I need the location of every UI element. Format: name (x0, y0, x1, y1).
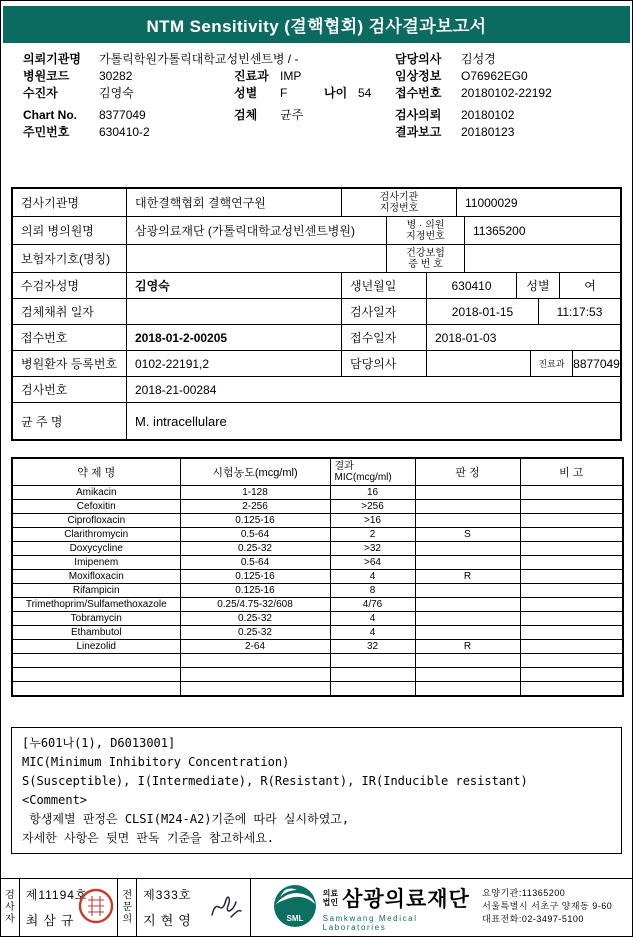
strain-label: 균 주 명 (21, 414, 63, 429)
col-header-drug-name: 약 제 명 (12, 458, 180, 486)
sml-logo-text: SML (286, 914, 304, 923)
specialist-role-box (118, 879, 137, 936)
insurance-cert-value (464, 245, 620, 272)
drug-row (12, 556, 623, 570)
header-info-right (395, 50, 552, 140)
drug-mic: 4/76 (330, 598, 415, 612)
drug-table-body (12, 486, 623, 697)
specialist-signature-icon (208, 891, 244, 926)
footer (1, 878, 632, 936)
org-name-block (323, 883, 482, 932)
examiner-role-label: 검사자 (5, 889, 15, 925)
drug-table-header-row (12, 458, 623, 486)
drug-note (520, 570, 623, 584)
table-dept-label: 진료과 (530, 351, 572, 376)
test-request-date-value: 20180102 (461, 107, 515, 122)
lab-no-label (341, 189, 456, 216)
resident-no-value: 630410-2 (99, 124, 150, 139)
specimen-value: 균주 (280, 108, 304, 122)
drug-mic: >256 (330, 500, 415, 514)
drug-note (520, 584, 623, 598)
drug-note (520, 626, 623, 640)
department-label: 진료과 (234, 69, 269, 83)
drug-name: Linezolid (12, 640, 180, 654)
drug-test-range: 0.5-64 (180, 528, 330, 542)
receipt-date-label: 접수일자 (341, 325, 426, 350)
clinical-info-value: O76962EG0 (461, 68, 528, 83)
drug-note (520, 682, 623, 697)
report-info-table (11, 187, 622, 441)
comment-legend-line: S(Susceptible), I(Intermediate), R(Resistant), IR(Inducible resistant) (22, 774, 528, 788)
lab-no-label-line1: 검사기관 (379, 191, 419, 203)
comment-header-line: <Comment> (22, 793, 88, 807)
comment-code-line: [누601나(1), D6013001] (22, 736, 176, 750)
hospital-code-value: 30282 (99, 68, 133, 83)
drug-row (12, 570, 623, 584)
specialist-role-label: 전문의 (122, 889, 133, 925)
hospital-patient-value: 0102-22191,2 (126, 351, 341, 376)
drug-name: Doxycycline (12, 542, 180, 556)
drug-row (12, 542, 623, 556)
chart-no-label: Chart No. (23, 107, 77, 122)
drug-mic (330, 654, 415, 668)
clinic-name-label: 의뢰 병의원명 (21, 224, 94, 238)
chart-no-value: 8377049 (99, 107, 146, 122)
report-title-banner (3, 6, 630, 43)
drug-row (12, 584, 623, 598)
examinee-sex-label: 성별 (516, 273, 559, 298)
strain-row (13, 402, 620, 439)
receipt-date-value: 2018-01-03 (426, 325, 620, 350)
sml-logo-icon (273, 884, 317, 931)
header-info-middle (234, 67, 371, 123)
drug-name: Imipenem (12, 556, 180, 570)
drug-name (12, 668, 180, 682)
drug-note (520, 598, 623, 612)
insurer-value (126, 245, 386, 272)
drug-test-range (180, 682, 330, 697)
table-receipt-no-value: 2018-01-2-00205 (126, 325, 341, 350)
drug-note (520, 640, 623, 654)
drug-test-range: 1-128 (180, 486, 330, 500)
drug-result (415, 682, 520, 697)
test-no-label: 검사번호 (21, 383, 68, 397)
requesting-org-label: 의뢰기관명 (23, 52, 81, 66)
drug-test-range: 0.25-32 (180, 626, 330, 640)
drug-test-range: 0.25-32 (180, 542, 330, 556)
clinical-info-row (395, 67, 552, 84)
drug-result: S (415, 528, 520, 542)
drug-result (415, 626, 520, 640)
table-doctor-label: 담당의사 (341, 351, 426, 376)
drug-mic: >32 (330, 542, 415, 556)
insurer-label: 보험자기호(명칭) (21, 252, 111, 266)
drug-mic: 8 (330, 584, 415, 598)
drug-row (12, 626, 623, 640)
specialist-cert-no: 제333호 (143, 888, 192, 902)
examiner-seal-stamp-icon (78, 888, 114, 927)
header-info (1, 43, 632, 173)
examinee-sex-value: 여 (559, 273, 620, 298)
patient-value: 김영숙 (99, 86, 134, 100)
age-value: 54 (358, 85, 372, 100)
drug-note (520, 668, 623, 682)
table-dept-value: 8877049 (572, 351, 620, 376)
drug-test-range: 0.25-32 (180, 612, 330, 626)
insurer-row (13, 244, 620, 272)
org-name-english: Samkwang Medical Laboratories (322, 914, 418, 932)
drug-note (520, 486, 623, 500)
collection-date-row (13, 298, 620, 324)
drug-row (12, 682, 623, 697)
drug-mic: 4 (330, 626, 415, 640)
drug-note (520, 654, 623, 668)
strain-value: M. intracellulare (126, 403, 620, 439)
drug-result (415, 612, 520, 626)
requesting-org-row (23, 50, 298, 67)
drug-name: Rifampicin (12, 584, 180, 598)
insurance-cert-label (386, 245, 464, 272)
sex-value: F (280, 85, 288, 100)
collection-date-label: 검체채취 일자 (21, 305, 94, 319)
collection-date-value (126, 299, 341, 324)
attending-doctor-row (395, 50, 552, 67)
clinical-info-label: 임상정보 (395, 69, 442, 83)
report-date-label: 결과보고 (395, 125, 442, 139)
drug-note (520, 612, 623, 626)
drug-row (12, 500, 623, 514)
test-date-label: 검사일자 (341, 299, 426, 324)
report-title: NTM Sensitivity (결핵협회) 검사결과보고서 (146, 17, 487, 36)
resident-no-label: 주민번호 (23, 125, 70, 139)
drug-name: Ethambutol (12, 626, 180, 640)
patient-label: 수진자 (23, 86, 58, 100)
comment-text-line2: 자세한 사항은 뒷면 판독 기준을 참고하세요. (22, 831, 275, 845)
drug-row (12, 598, 623, 612)
drug-result (415, 584, 520, 598)
specimen-label: 검체 (234, 108, 258, 122)
requesting-org-value: 가톨릭학원가톨릭대학교성빈센트병 / - (99, 52, 299, 66)
drug-mic: 4 (330, 570, 415, 584)
receipt-no-row (395, 84, 552, 101)
report-date-row (395, 123, 552, 140)
clinic-no-value: 11365200 (464, 217, 620, 244)
department-value: IMP (280, 68, 302, 83)
drug-name: Trimethoprim/Sulfamethoxazole (12, 598, 180, 612)
clinic-name-value: 삼광의료재단 (가톨릭대학교성빈센트병원) (126, 217, 386, 244)
drug-row (12, 486, 623, 500)
report-date-value: 20180123 (461, 124, 515, 139)
insurance-cert-label-line1: 건강보험 (406, 247, 445, 259)
drug-mic (330, 682, 415, 697)
test-request-date-row (395, 106, 552, 123)
clinic-no-label (386, 217, 464, 244)
resident-no-row (23, 123, 298, 140)
org-type-line1: 의료 (322, 889, 339, 898)
drug-test-range (180, 668, 330, 682)
comment-mic-line: MIC(Minimum Inhibitory Concentration) (22, 755, 290, 769)
drug-note (520, 528, 623, 542)
drug-name: Ciprofloxacin (12, 514, 180, 528)
insurance-cert-label-line2: 증 번 호 (408, 258, 443, 270)
col-header-result: 판 정 (415, 458, 520, 486)
drug-note (520, 542, 623, 556)
attending-doctor-value: 김성경 (461, 52, 496, 66)
drug-test-range: 0.125-16 (180, 570, 330, 584)
test-no-row (13, 376, 620, 402)
col-header-mic (330, 458, 415, 486)
drug-result: R (415, 640, 520, 654)
drug-result (415, 514, 520, 528)
drug-note (520, 500, 623, 514)
drug-row (12, 528, 623, 542)
drug-name: Amikacin (12, 486, 180, 500)
receipt-no-label: 접수번호 (395, 86, 442, 100)
specimen-row (234, 106, 371, 123)
drug-test-range: 2-64 (180, 640, 330, 654)
comment-box (11, 727, 622, 854)
sex-age-row (234, 84, 371, 101)
examinee-name-label: 수검자성명 (21, 279, 79, 293)
examiner-name: 최삼규 (25, 913, 79, 928)
col-header-mic-line1: 결과 (334, 461, 354, 472)
drug-note (520, 514, 623, 528)
drug-name: Tobramycin (12, 612, 180, 626)
birth-date-label: 생년월일 (341, 273, 426, 298)
lab-logo-section (251, 879, 482, 936)
drug-mic: >64 (330, 556, 415, 570)
drug-result (415, 486, 520, 500)
drug-name (12, 682, 180, 697)
col-header-mic-line2: MIC(mcg/ml) (334, 472, 392, 483)
receipt-no-value: 20180102-22192 (461, 85, 552, 100)
test-time-value: 11:17:53 (538, 299, 620, 324)
clinic-no-label-line2: 지정번호 (406, 230, 445, 242)
drug-test-range: 2-256 (180, 500, 330, 514)
drug-test-range: 0.5-64 (180, 556, 330, 570)
drug-result: R (415, 570, 520, 584)
test-request-date-label: 검사의뢰 (395, 108, 442, 122)
lab-name-row (13, 189, 620, 216)
drug-mic: 32 (330, 640, 415, 654)
drug-mic: 2 (330, 528, 415, 542)
drug-result (415, 542, 520, 556)
org-type-line2: 법인 (322, 898, 339, 907)
examiner-box (20, 879, 119, 936)
drug-mic: >16 (330, 514, 415, 528)
drug-name: Moxifloxacin (12, 570, 180, 584)
drug-sensitivity-table (11, 457, 624, 697)
lab-phone: 대표전화:02-3497-5100 (482, 914, 584, 924)
examinee-row (13, 272, 620, 298)
birth-date-value: 630410 (426, 273, 516, 298)
clinic-no-label-line1: 병 · 의원 (406, 219, 445, 231)
hospital-code-label: 병원코드 (23, 69, 70, 83)
drug-result (415, 556, 520, 570)
lab-name-label: 검사기관명 (21, 196, 79, 210)
table-receipt-no-label: 접수번호 (21, 331, 68, 345)
lab-address: 서울특별시 서초구 양재동 9-60 (482, 901, 613, 911)
footer-contact-block (482, 879, 632, 936)
drug-test-range (180, 654, 330, 668)
drug-test-range: 0.125-16 (180, 584, 330, 598)
lab-no-label-line2: 지정번호 (379, 202, 419, 214)
drug-note (520, 556, 623, 570)
examiner-role-box (1, 879, 20, 936)
drug-mic: 16 (330, 486, 415, 500)
org-type-label (323, 889, 338, 907)
test-date-value: 2018-01-15 (426, 299, 538, 324)
hospital-patient-row (13, 350, 620, 376)
lab-name-value: 대한결핵협회 결핵연구원 (126, 189, 341, 216)
clinic-name-row (13, 216, 620, 244)
col-header-note: 비 고 (520, 458, 623, 486)
sex-label: 성별 (234, 86, 258, 100)
drug-result (415, 500, 520, 514)
org-name-korean: 삼광의료재단 (342, 888, 470, 911)
drug-row (12, 668, 623, 682)
drug-mic: 4 (330, 612, 415, 626)
col-header-test-range: 시험농도(mcg/ml) (180, 458, 330, 486)
drug-result (415, 598, 520, 612)
drug-test-range: 0.125-16 (180, 514, 330, 528)
specialist-box (137, 879, 250, 936)
table-doctor-value (426, 351, 530, 376)
department-row (234, 67, 371, 84)
examiner-cert-no: 제11194호 (25, 888, 88, 902)
drug-name (12, 654, 180, 668)
drug-row (12, 640, 623, 654)
lab-no-value: 11000029 (456, 189, 620, 216)
care-org-number: 요양기관:11365200 (482, 888, 566, 898)
test-no-value: 2018-21-00284 (126, 377, 620, 402)
drug-name: Cefoxitin (12, 500, 180, 514)
drug-row (12, 612, 623, 626)
drug-result (415, 668, 520, 682)
drug-row (12, 514, 623, 528)
drug-mic (330, 668, 415, 682)
examinee-name-value: 김영숙 (126, 273, 341, 298)
receipt-row (13, 324, 620, 350)
drug-result (415, 654, 520, 668)
specialist-name: 지현영 (143, 913, 196, 928)
drug-row (12, 654, 623, 668)
drug-name: Clarithromycin (12, 528, 180, 542)
hospital-patient-label: 병원환자 등록번호 (21, 357, 118, 371)
drug-test-range: 0.25/4.75-32/608 (180, 598, 330, 612)
age-label: 나이 (324, 86, 348, 100)
attending-doctor-label: 담당의사 (395, 52, 442, 66)
comment-text-line1: 항생제별 판정은 CLSI(M24-A2)기준에 따라 실시하였고, (22, 812, 350, 826)
